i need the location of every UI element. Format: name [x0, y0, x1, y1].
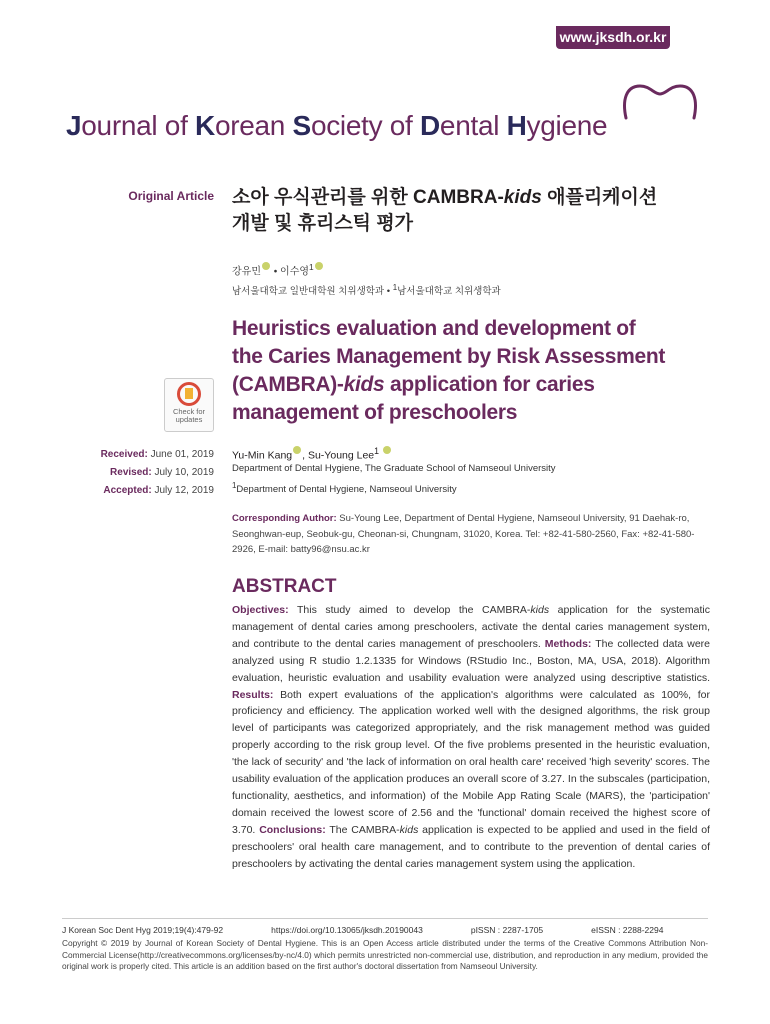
doi-link[interactable]: https://doi.org/10.13065/jksdh.20190043 — [271, 925, 423, 935]
orcid-icon[interactable] — [315, 262, 323, 270]
citation: J Korean Soc Dent Hyg 2019;19(4):479-92 — [62, 925, 224, 935]
corresponding-author: Corresponding Author: Su-Young Lee, Department of Dental Hygiene, Namseoul University, 91 Daehak-ro, Seonghwan-eup, Seobuk-gu, Cheonan-si, Chungnam, 31020, Korea. Tel: +82-41-580-2560, Fax: +82-41-580-2926, E-mail: batty96@nsu.ac.kr — [232, 513, 695, 555]
english-affiliation-1: Department of Dental Hygiene, The Graduate School of Namseoul University — [232, 463, 556, 474]
bookmark-icon — [177, 382, 201, 406]
tooth-logo-icon — [618, 80, 702, 130]
journal-url-tab[interactable]: www.jksdh.or.kr — [556, 26, 670, 49]
received-date: Received: June 01, 2019 — [100, 449, 214, 460]
check-for-updates-badge[interactable]: Check for updates — [164, 378, 214, 432]
eissn: eISSN : 2288-2294 — [591, 925, 664, 935]
orcid-icon[interactable] — [293, 446, 301, 454]
english-affiliation-2: $^1$Department of Dental Hygiene, Namseoul University — [232, 481, 457, 496]
korean-authors: 강유민 • 이수영$^1$ — [232, 262, 324, 277]
orcid-icon[interactable] — [262, 262, 270, 270]
korean-title: 소아 우식관리를 위한 CAMBRA-kids 애플리케이션 개발 및 휴리스틱 평가 — [232, 187, 658, 234]
article-dates — [80, 446, 214, 500]
english-title: Heuristics evaluation and development of the Caries Management by Risk Assessment (CAMBRA)-kids application for caries management of preschoolers — [232, 317, 666, 424]
english-authors: Yu-Min Kang , Su-Young Lee$^1$ — [232, 446, 392, 462]
journal-title: Journal of Korean Society of Dental Hygiene — [66, 110, 608, 141]
revised-date: Revised: July 10, 2019 — [110, 467, 214, 478]
article-type-label: Original Article — [128, 189, 214, 203]
copyright-notice: Copyright © 2019 by Journal of Korean Society of Dental Hygiene. This is an Open Access article distributed under the terms of the Creative Commons Attribution Non-Commercial License(http://creativecommons.org/licenses/by-nc/4.0) which permits unrestricted non-commercial use, distribution, and reproduction in any medium, provided the original work is properly cited. This article is an addition based on the first author's doctoral dissertation from Namseoul University. — [62, 938, 708, 972]
korean-affiliation: 남서울대학교 일반대학원 치위생학과 • $^1$남서울대학교 치위생학과 — [232, 283, 501, 298]
abstract-heading: ABSTRACT — [232, 576, 337, 597]
orcid-icon[interactable] — [383, 446, 391, 454]
footer-divider — [62, 918, 708, 919]
pissn: pISSN : 2287-1705 — [470, 925, 544, 935]
footer-citation-row — [62, 925, 712, 935]
abstract-body: Objectives: This study aimed to develop the CAMBRA-kids application for the systematic management of dental caries among preschoolers, activate the dental caries management system, and contribute to the dental caries management of preschoolers. Methods: The collected data were analyzed using R studio 1.2.1335 for Windows (RStudio Inc., Boston, MA, USA, 2018). Algorithm evaluation, heuristic evaluation and usability evaluation were analyzed using descriptive statistics. Results: Both expert evaluations of the application's algorithms were calculated as 100%, for proficiency and efficiency. The application worked well with the designed algorithms, the risk group level of participants was categorized appropriately, and the risk management method was guided properly according to the risk group level. Of the five problems presented in the heuristic evaluation, 'the lack of security' and 'the lack of information on oral health care' received 'high severity' scores. The usability evaluation of the application produces an overall score of 3.27. In the subscales (participation, functionality, aesthetics, and information) of the Mobile App Rating Scale (MARS), the 'participation' domain received the lowest score of 2.56 and the 'functional' domain received the highest score of 3.70. Conclusions: The CAMBRA-kids application is expected to be applied and used in the field of preschoolers' oral health care management, and to contribute to the prevention of dental caries of preschoolers by activating the dental caries management system using the application. — [232, 604, 710, 870]
accepted-date: Accepted: July 12, 2019 — [103, 485, 214, 496]
